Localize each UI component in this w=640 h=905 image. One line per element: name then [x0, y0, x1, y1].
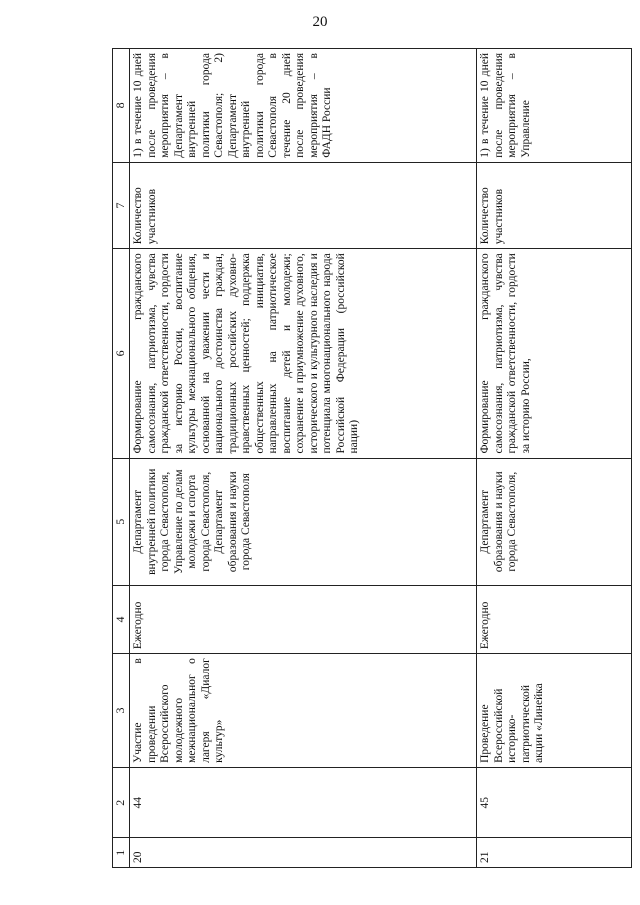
header-cell: 7 [113, 162, 130, 248]
header-cell: 6 [113, 249, 130, 458]
event-indicator: Количество участников [130, 162, 477, 248]
table-row [477, 49, 632, 868]
header-cell: 3 [113, 654, 130, 768]
row-code: 45 [477, 767, 632, 838]
event-indicator: Количество участников [477, 162, 632, 248]
event-period: Ежегодно [130, 585, 477, 653]
header-cell: 4 [113, 585, 130, 653]
event-executors: Департамент внутренней политики города Севастополя, Управление по делам молодежи и спорта города Севастополя, Департамент образования и науки города Севастополя [130, 458, 477, 585]
event-period: Ежегодно [477, 585, 632, 653]
header-cell: 5 [113, 458, 130, 585]
row-code: 44 [130, 767, 477, 838]
row-number: 21 [477, 838, 632, 868]
event-executors: Департамент образования и науки города Севастополя, [477, 458, 632, 585]
table-row [130, 49, 477, 868]
page-number: 20 [312, 14, 328, 30]
event-result: Формирование гражданского самосознания, патриотизма, чувства гражданской ответственности, гордости за историю России, [477, 249, 632, 458]
event-name: Участие в проведении Всероссийского молодежного межнациональног о лагеря «Диалог культур» [130, 654, 477, 768]
header-cell: 8 [113, 49, 130, 163]
rotated-table-container [112, 48, 632, 868]
events-table [112, 48, 632, 868]
event-result: Формирование гражданского самосознания, патриотизма, чувства гражданской ответственности, гордости за историю России, воспитание культуры межнационального общения, основанной на уважении чести и национального достоинства граждан, традиционных российских духовно-нравственных ценностей; поддержка общественных инициатив, направленных на патриотическое воспитание детей и молодежи; сохранение и приумножение духовного, исторического и культурного наследия и потенциала многонационального народа Российской Федерации (российской нации) [130, 249, 477, 458]
row-number: 20 [130, 838, 477, 868]
header-cell: 1 [113, 838, 130, 868]
event-name: Проведение Всероссийской историко-патриотической акции «Линейка [477, 654, 632, 768]
event-reporting: 1) в течение 10 дней после проведения мероприятия – в Департамент внутренней политики города Севастополя; 2) Департамент внутренней политики города Севастополя в течение 20 дней после проведения мероприятия – в ФАДН России [130, 49, 477, 163]
header-row [113, 49, 130, 868]
event-reporting: 1) в течение 10 дней после проведения мероприятия – в Управление [477, 49, 632, 163]
header-cell: 2 [113, 767, 130, 838]
